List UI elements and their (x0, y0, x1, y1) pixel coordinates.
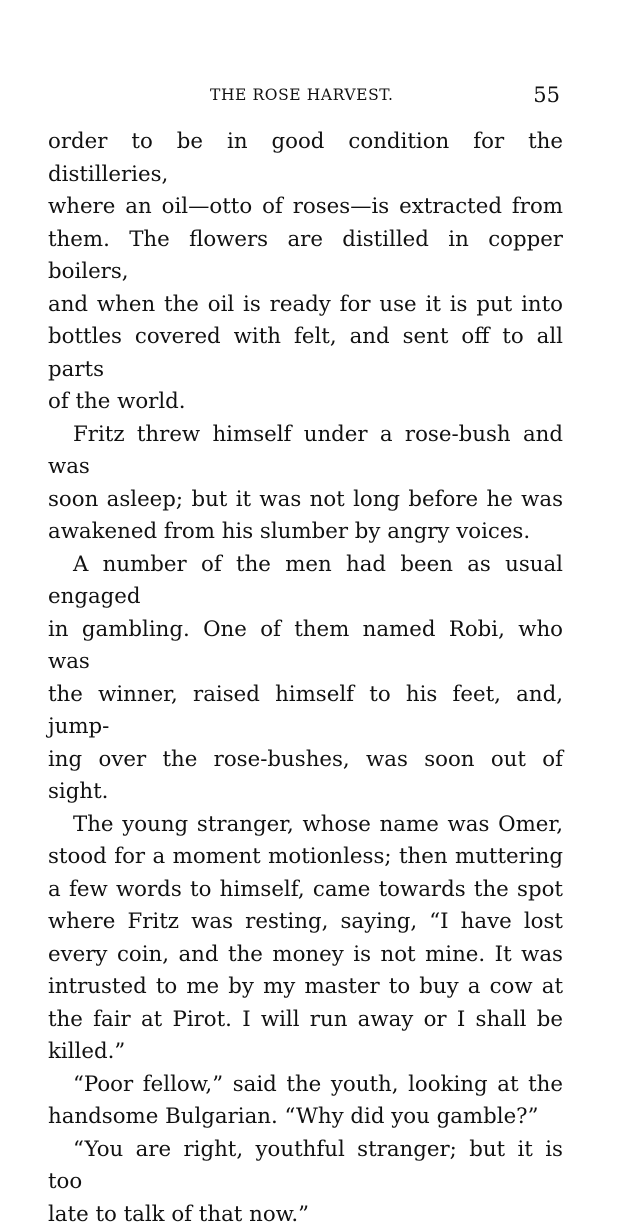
text-line: A number of the men had been as usual engaged (48, 549, 563, 614)
text-line: awakened from his slumber by angry voices. (48, 516, 563, 549)
text-line: in gambling. One of them named Robi, who was (48, 614, 563, 679)
page-body (48, 126, 563, 1231)
running-header (50, 84, 560, 110)
text-line: bottles covered with felt, and sent off to all parts (48, 321, 563, 386)
text-line: soon asleep; but it was not long before he was (48, 484, 563, 517)
text-line: killed.” (48, 1036, 563, 1069)
paragraph (48, 1069, 563, 1134)
text-line: ing over the rose-bushes, was soon out of sight. (48, 744, 563, 809)
paragraph (48, 1134, 563, 1231)
paragraph (48, 549, 563, 809)
text-line: a few words to himself, came towards the spot (48, 874, 563, 907)
paragraph (48, 126, 563, 419)
text-line: of the world. (48, 386, 563, 419)
text-line: “You are right, youthful stranger; but it is too (48, 1134, 563, 1199)
paragraph (48, 419, 563, 549)
text-line: handsome Bulgarian. “Why did you gamble?” (48, 1101, 563, 1134)
text-line: the fair at Pirot. I will run away or I shall be (48, 1004, 563, 1037)
text-line: order to be in good condition for the distilleries, (48, 126, 563, 191)
text-line: “Poor fellow,” said the youth, looking at the (48, 1069, 563, 1102)
text-line: The young stranger, whose name was Omer, (48, 809, 563, 842)
text-line: late to talk of that now.” (48, 1199, 563, 1231)
text-line: where an oil—otto of roses—is extracted from (48, 191, 563, 224)
text-line: intrusted to me by my master to buy a cow at (48, 971, 563, 1004)
paragraph (48, 809, 563, 1069)
text-line: the winner, raised himself to his feet, and, jump- (48, 679, 563, 744)
text-line: them. The flowers are distilled in copper boilers, (48, 224, 563, 289)
text-line: every coin, and the money is not mine. It was (48, 939, 563, 972)
running-title: THE ROSE HARVEST. (210, 86, 393, 104)
page-number: 55 (533, 83, 560, 107)
text-line: and when the oil is ready for use it is put into (48, 289, 563, 322)
text-line: where Fritz was resting, saying, “I have lost (48, 906, 563, 939)
text-line: stood for a moment motionless; then muttering (48, 841, 563, 874)
text-line: Fritz threw himself under a rose-bush and was (48, 419, 563, 484)
